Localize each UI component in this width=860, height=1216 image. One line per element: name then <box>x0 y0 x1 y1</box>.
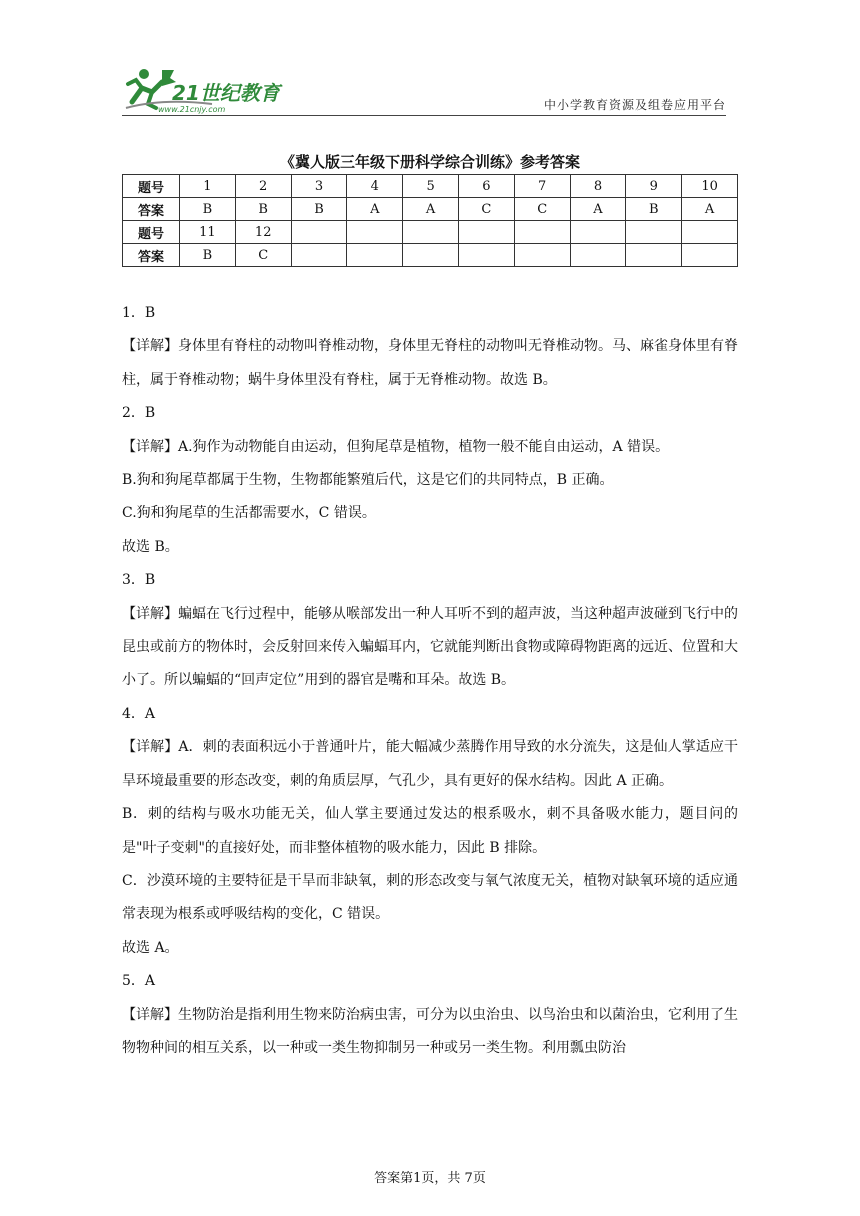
platform-name: 中小学教育资源及组卷应用平台 <box>543 98 726 112</box>
table-cell: A <box>347 198 403 221</box>
table-cell: 12 <box>235 221 291 244</box>
table-cell: 3 <box>291 175 347 198</box>
explanation-text: C.狗和狗尾草的生活都需要水，C 错误。 <box>122 505 376 522</box>
table-label-number: 题号 <box>123 175 180 198</box>
explanation-text: 【详解】蝙蝠在飞行过程中，能够从喉部发出一种人耳听不到的超声波，当这种超声波碰到飞行中的昆虫或前方的物体时，会反射回来传入蝙蝠耳内，它就能判断出食物或障碍物距离的远近、位置和大小了。所以蝙蝠的“回声定位”用到的器官是嘴和耳朵。故选 B。 <box>122 605 738 689</box>
table-cell <box>682 244 738 267</box>
table-cell: 2 <box>235 175 291 198</box>
table-cell: C <box>514 198 570 221</box>
table-cell: 10 <box>682 175 738 198</box>
item-number: 1．B <box>122 305 156 321</box>
explanation-text: 【详解】A．刺的表面积远小于普通叶片，能大幅减少蒸腾作用导致的水分流失，这是仙人掌适应干旱环境最重要的形态改变，刺的角质层厚，气孔少，具有更好的保水结构。因此 A 正确。 <box>122 739 738 789</box>
table-cell <box>403 244 459 267</box>
table-cell: 8 <box>570 175 626 198</box>
answer-table <box>122 174 738 267</box>
table-cell: 5 <box>403 175 459 198</box>
item-number: 3．B <box>122 572 156 589</box>
table-cell: 7 <box>514 175 570 198</box>
page-header <box>122 62 726 116</box>
table-row <box>123 198 738 221</box>
svg-text:www.21cnjy.com: www.21cnjy.com <box>158 105 226 114</box>
table-label-answer: 答案 <box>123 244 180 267</box>
table-label-number: 题号 <box>123 221 180 244</box>
explanation-text: 故选 B。 <box>122 538 179 555</box>
table-cell <box>570 221 626 244</box>
table-cell: B <box>291 198 347 221</box>
explanation-text: 故选 A。 <box>122 939 179 956</box>
item-number: 4．A <box>122 705 156 722</box>
table-cell: A <box>403 198 459 221</box>
table-cell: B <box>626 198 682 221</box>
table-cell: 4 <box>347 175 403 198</box>
explanation-text: C．沙漠环境的主要特征是干旱而非缺氧，刺的形态改变与氧气浓度无关，植物对缺氧环境的适应通常表现为根系或呼吸结构的变化，C 错误。 <box>122 872 738 923</box>
table-row <box>123 221 738 244</box>
logo-21cnjy-icon <box>122 64 292 114</box>
table-cell <box>458 244 514 267</box>
svg-text:21世纪教育: 21世纪教育 <box>172 81 280 105</box>
table-cell: 11 <box>180 221 236 244</box>
table-cell: B <box>180 244 236 267</box>
table-cell <box>682 221 738 244</box>
explanation-text: 【详解】身体里有脊柱的动物叫脊椎动物，身体里无脊柱的动物叫无脊椎动物。马、麻雀身体里有脊柱，属于脊椎动物；蜗牛身体里没有脊柱，属于无脊椎动物。故选 B。 <box>122 338 738 388</box>
explanation-text: 【详解】生物防治是指利用生物来防治病虫害，可分为以虫治虫、以鸟治虫和以菌治虫，它利用了生物物种间的相互关系，以一种或一类生物抑制另一种或另一类生物。利用瓢虫防治 <box>122 1006 738 1056</box>
table-cell <box>291 244 347 267</box>
table-row <box>123 175 738 198</box>
header-divider <box>122 115 726 116</box>
table-cell: B <box>235 198 291 221</box>
item-number: 5．A <box>122 973 156 990</box>
table-cell <box>458 221 514 244</box>
table-cell: 9 <box>626 175 682 198</box>
table-cell: B <box>180 198 236 221</box>
explanation-text: 【详解】A.狗作为动物能自由运动，但狗尾草是植物，植物一般不能自由运动，A 错误。 <box>122 438 670 455</box>
table-cell <box>570 244 626 267</box>
document-title: 《冀人版三年级下册科学综合训练》参考答案 <box>279 153 580 171</box>
table-cell <box>291 221 347 244</box>
table-cell <box>626 221 682 244</box>
table-cell: 6 <box>458 175 514 198</box>
table-cell: A <box>570 198 626 221</box>
table-cell <box>403 221 459 244</box>
table-cell: A <box>682 198 738 221</box>
answer-explanations <box>122 297 738 1065</box>
table-cell: C <box>235 244 291 267</box>
explanation-text: B．刺的结构与吸水功能无关，仙人掌主要通过发达的根系吸水，刺不具备吸水能力，题目问的是"叶子变刺"的直接好处，而非整体植物的吸水能力，因此 B 排除。 <box>122 806 738 856</box>
table-cell <box>514 244 570 267</box>
table-cell <box>347 221 403 244</box>
table-cell <box>347 244 403 267</box>
explanation-text: B.狗和狗尾草都属于生物，生物都能繁殖后代，这是它们的共同特点，B 正确。 <box>122 472 614 489</box>
table-cell: 1 <box>180 175 236 198</box>
item-number: 2．B <box>122 405 156 422</box>
table-cell: C <box>458 198 514 221</box>
page-footer: 答案第1页，共 7页 <box>374 1171 486 1186</box>
table-cell <box>626 244 682 267</box>
table-label-answer: 答案 <box>123 198 180 221</box>
table-row <box>123 244 738 267</box>
table-cell <box>514 221 570 244</box>
